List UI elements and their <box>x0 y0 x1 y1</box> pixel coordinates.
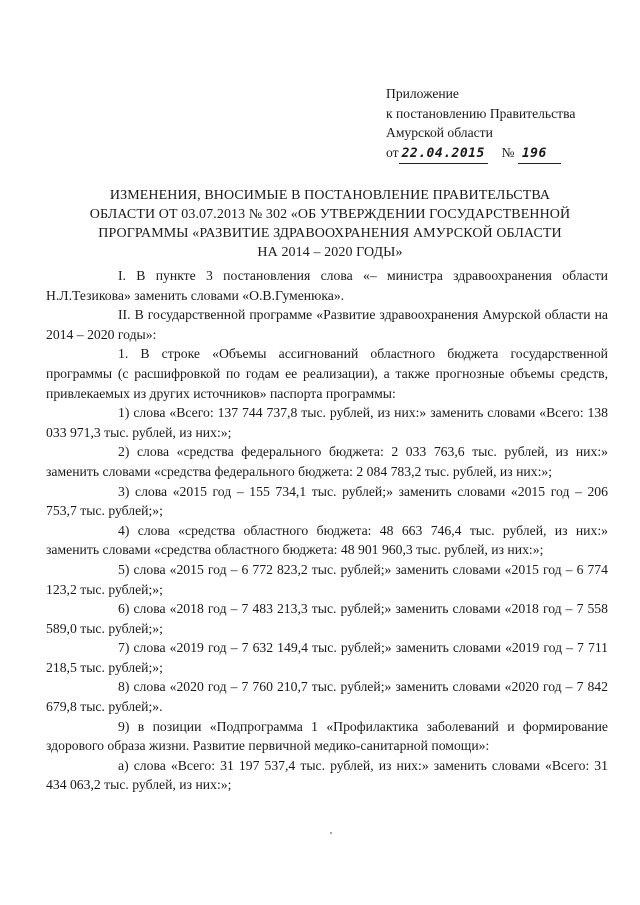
paragraph-item-1: 1. В строке «Объемы ассигнований областного бюджета государственной программы (с расшифровкой по годам ее реализации), а также прогнозные объемы средств, привлекаемых из других источников» паспорта программы: <box>46 346 608 401</box>
appendix-reference: к постановлению Правительства <box>386 105 576 121</box>
paragraph-subitem-9: 9) в позиции «Подпрограмма 1 «Профилактика заболеваний и формирование здорового образа жизни. Развитие первичной медико-санитарной помощи»: <box>46 718 608 754</box>
appendix-region: Амурской области <box>386 125 493 140</box>
document-title <box>40 186 620 262</box>
appendix-title: Приложение <box>386 86 459 101</box>
number-handwritten: 196 <box>518 144 561 165</box>
title-line-1: ИЗМЕНЕНИЯ, ВНОСИМЫЕ В ПОСТАНОВЛЕНИЕ ПРАВИТЕЛЬСТВА <box>109 188 551 203</box>
title-line-4: НА 2014 – 2020 ГОДЫ» <box>257 245 403 260</box>
scan-speck <box>330 832 332 834</box>
paragraph-subitem-2: 2) слова «средства федерального бюджета: 2 033 763,6 тыс. рублей, из них:» заменить словами «средства федерального бюджета: 2 084 783,2 тыс. рублей, из них:»; <box>46 444 608 479</box>
paragraph-subitem-4: 4) слова «средства областного бюджета: 48 663 746,4 тыс. рублей, из них:» заменить словами «средства областного бюджета: 48 901 960,3 тыс. рублей, из них:»; <box>46 522 608 558</box>
appendix-date-number <box>386 143 575 165</box>
appendix-block <box>386 84 575 164</box>
paragraph-subitem-8: 8) слова «2020 год – 7 760 210,7 тыс. рублей;» заменить словами «2020 год – 7 842 679,8 тыс. рублей;». <box>46 679 608 715</box>
paragraph-section-2: II. В государственной программе «Развитие здравоохранения Амурской области на 2014 – 2020 годы»: <box>46 307 608 342</box>
title-line-2: ОБЛАСТИ ОТ 03.07.2013 № 302 «ОБ УТВЕРЖДЕНИИ ГОСУДАРСТВЕННОЙ <box>89 207 571 222</box>
paragraph-section-1: I. В пункте 3 постановления слова «– министра здравоохранения области Н.Л.Тезикова» заменить словами «О.В.Гуменюка». <box>46 268 608 303</box>
title-line-3: ПРОГРАММЫ «РАЗВИТИЕ ЗДРАВООХРАНЕНИЯ АМУРСКОЙ ОБЛАСТИ <box>98 226 562 241</box>
date-prefix: от <box>386 144 399 160</box>
paragraph-subitem-3: 3) слова «2015 год – 155 734,1 тыс. рублей;» заменить словами «2015 год – 206 753,7 тыс. рублей;»; <box>46 483 608 519</box>
paragraph-subitem-9a: а) слова «Всего: 31 197 537,4 тыс. рублей, из них:» заменить словами «Всего: 31 434 063,2 тыс. рублей, из них:»; <box>46 757 608 793</box>
date-handwritten: 22.04.2015 <box>399 144 488 165</box>
paragraph-subitem-7: 7) слова «2019 год – 7 632 149,4 тыс. рублей;» заменить словами «2019 год – 7 711 218,5 тыс. рублей;»; <box>46 640 608 675</box>
paragraph-subitem-1: 1) слова «Всего: 137 744 737,8 тыс. рублей, из них:» заменить словами «Всего: 138 033 971,3 тыс. рублей, из них:»; <box>46 405 608 440</box>
number-prefix: № <box>501 144 515 160</box>
paragraph-subitem-6: 6) слова «2018 год – 7 483 213,3 тыс. рублей;» заменить словами «2018 год – 7 558 589,0 тыс. рублей;»; <box>46 601 608 636</box>
paragraph-subitem-5: 5) слова «2015 год – 6 772 823,2 тыс. рублей;» заменить словами «2015 год – 6 774 123,2 тыс. рублей;»; <box>46 561 608 597</box>
document-body <box>46 266 608 795</box>
